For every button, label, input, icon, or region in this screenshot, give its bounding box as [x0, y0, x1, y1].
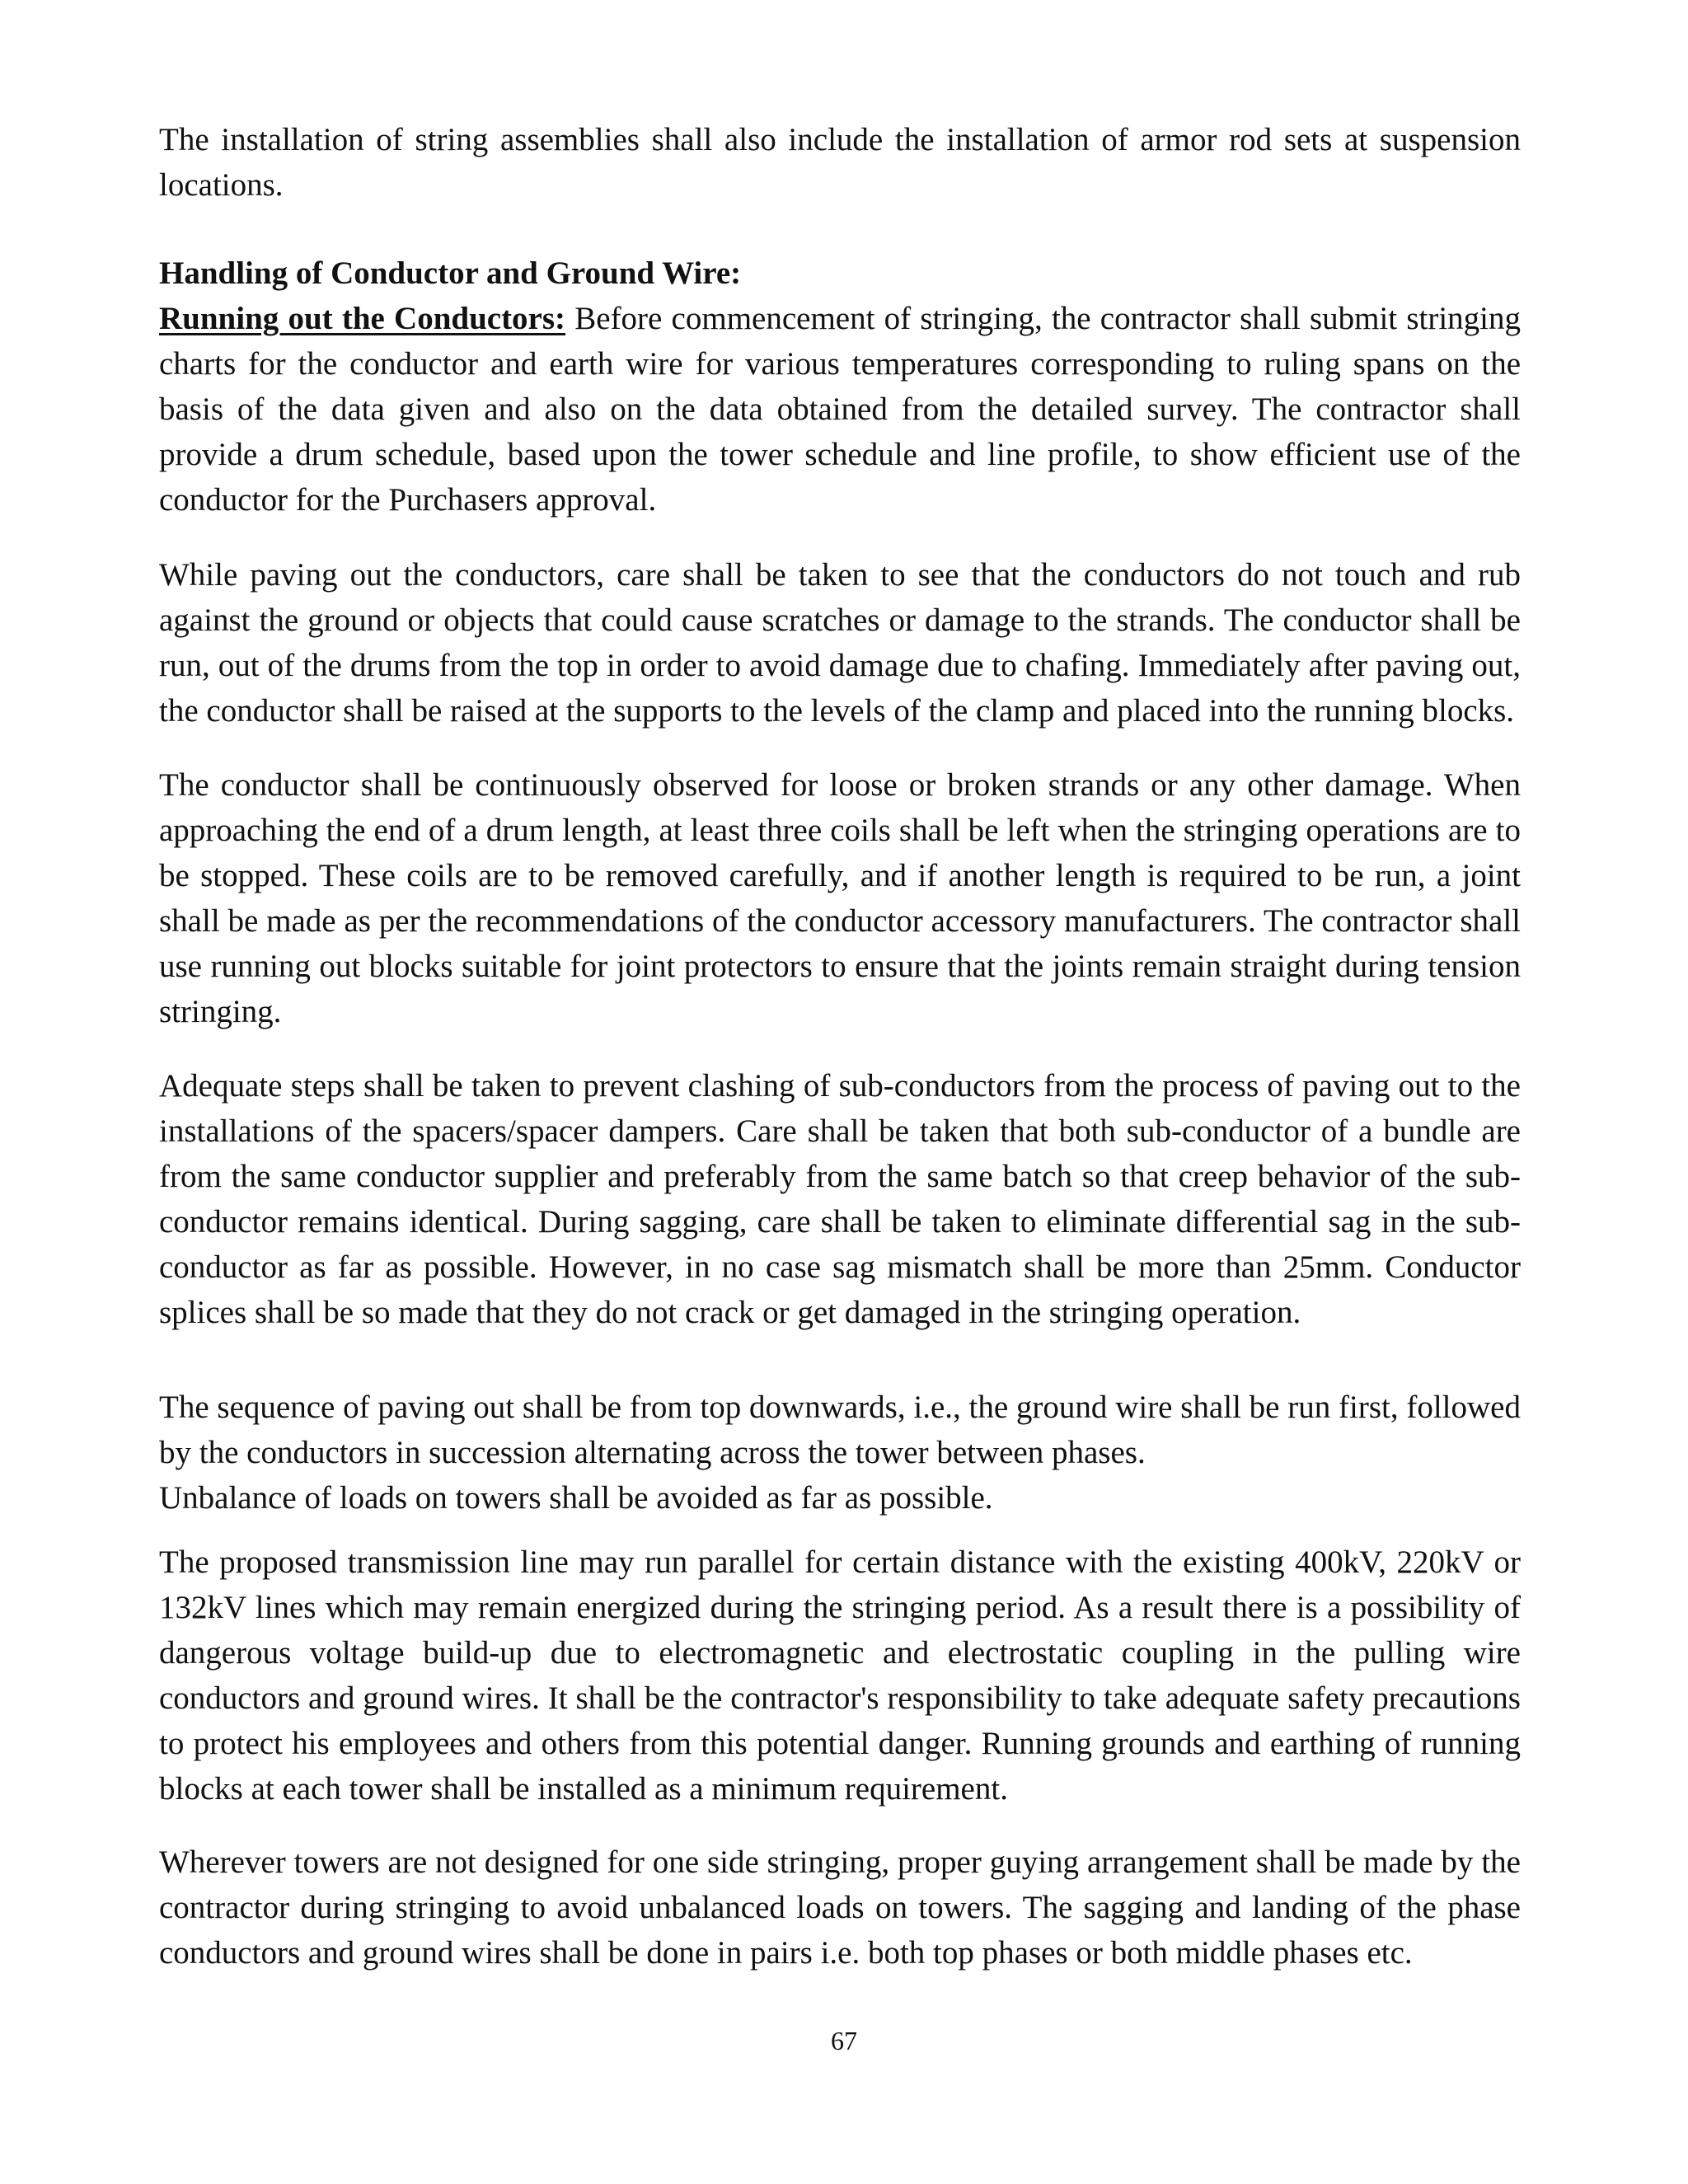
paragraph-paving-out: While paving out the conductors, care shall be taken to see that the conductors do not touch and rub against the ground or objects that could cause scratches or damage to the strands. The conductor shall be run, out of the drums from the top in order to avoid damage due to chafing. Immediately after paving out, the conductor shall be raised at the supports to the levels of the clamp and placed into the running blocks. [159, 557, 1521, 729]
paragraph-sub-conductors: Adequate steps shall be taken to prevent clashing of sub-conductors from the process of paving out to the installations of the spacers/spacer dampers. Care shall be taken that both sub-conductor of a bundle are from the same conductor supplier and preferably from the same batch so that creep behavior of the sub-conductor remains identical. During sagging, care shall be taken to eliminate differential sag in the sub-conductor as far as possible. However, in no case sag mismatch shall be more than 25mm. Conductor splices shall be so made that they do not crack or get damaged in the stringing operation. [159, 1068, 1521, 1330]
paragraph-running-out-body: Before commencement of stringing, the contractor shall submit stringing charts for the conductor and earth wire for various temperatures corresponding to ruling spans on the basis of the data given and also on the data obtained from the detailed survey. The contractor shall provide a drum schedule, based upon the tower schedule and line profile, to show efficient use of the conductor for the Purchasers approval. [159, 301, 1521, 518]
paragraph-string-assemblies: The installation of string assemblies shall also include the installation of armor rod sets at suspension locations. [159, 122, 1521, 203]
paragraph-transmission-line: The proposed transmission line may run parallel for certain distance with the existing 400kV, 220kV or 132kV lines which may remain energized during the stringing period. As a result there is a possibility of dangerous voltage build-up due to electromagnetic and electrostatic coupling in the pulling wire conductors and ground wires. It shall be the contractor's responsibility to take adequate safety precautions to protect his employees and others from this potential danger. Running grounds and earthing of running blocks at each tower shall be installed as a minimum requirement. [159, 1544, 1521, 1807]
subsection-title: Running out the Conductors: [159, 301, 566, 336]
paragraph-guying: Wherever towers are not designed for one side stringing, proper guying arrangement shall be made by the contractor during stringing to avoid unbalanced loads on towers. The sagging and landing of the phase conductors and ground wires shall be done in pairs i.e. both top phases or both middle phases etc. [159, 1844, 1521, 1971]
section-heading: Handling of Conductor and Ground Wire: [159, 255, 742, 291]
paragraph-observation: The conductor shall be continuously observed for loose or broken strands or any other damage. When approaching the end of a drum length, at least three coils shall be left when the stringing operations are to be stopped. These coils are to be removed carefully, and if another length is required to be run, a joint shall be made as per the recommendations of the conductor accessory manufacturers. The contractor shall use running out blocks suitable for joint protectors to ensure that the joints remain straight during tension stringing. [159, 767, 1521, 1029]
paragraph-running-out [159, 296, 1521, 523]
paragraph-unbalance: Unbalance of loads on towers shall be avoided as far as possible. [159, 1480, 993, 1516]
paragraph-sequence: The sequence of paving out shall be from top downwards, i.e., the ground wire shall be run first, followed by the conductors in succession alternating across the tower between phases. [159, 1390, 1521, 1470]
page-number: 67 [831, 2026, 857, 2055]
